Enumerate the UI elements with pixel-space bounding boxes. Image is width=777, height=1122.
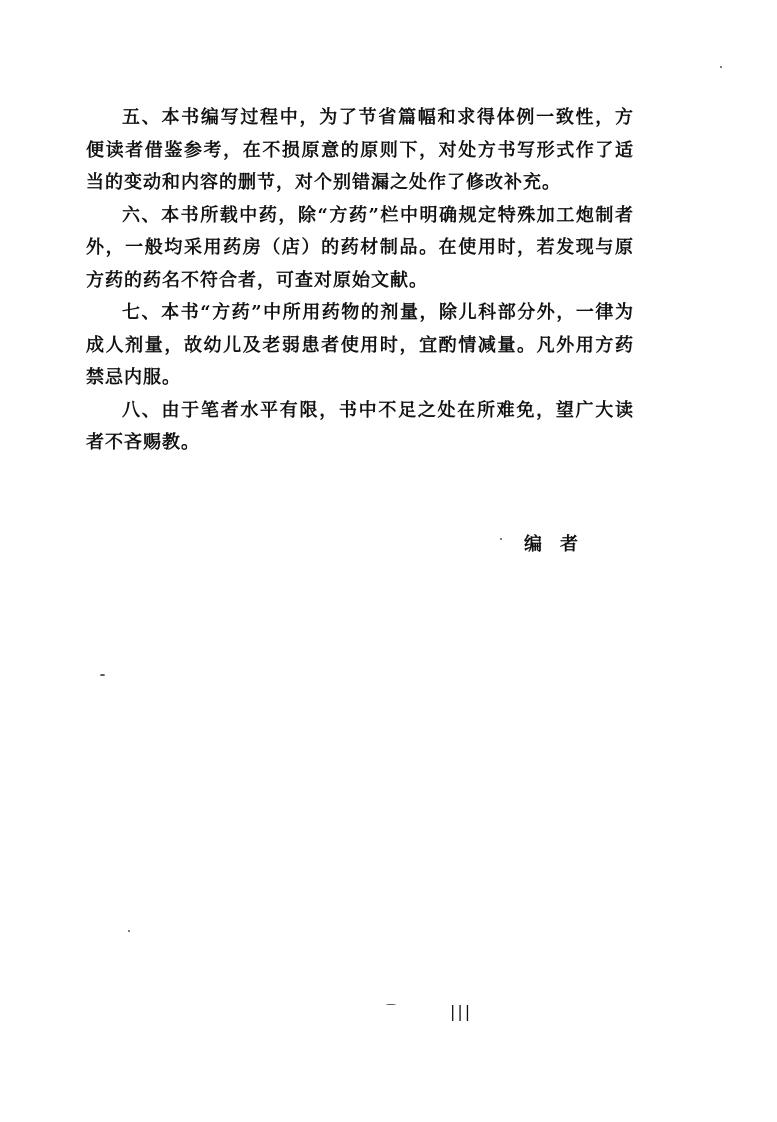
scan-speck: [100, 674, 105, 676]
preface-text: [86, 102, 634, 460]
paragraph-6: 六、本书所载中药，除“方药”栏中明确规定特殊加工炮制者外，一般均采用药房（店）的药材制品。在使用时，若发现与原方药的药名不符合者，可查对原始文献。: [86, 204, 634, 291]
paragraph-8: 八、由于笔者水平有限，书中不足之处在所难免，望广大读者不吝赐教。: [86, 399, 634, 453]
paragraph-5: 五、本书编写过程中，为了节省篇幅和求得体例一致性，方便读者借鉴参考，在不损原意的原则下，对处方书写形式作了适当的变动和内容的删节，对个别错漏之处作了修改补充。: [86, 107, 634, 193]
author-signature: 编者: [524, 534, 596, 555]
page-number: |||: [450, 1002, 473, 1021]
scan-speck: [386, 1004, 396, 1005]
paragraph-7: 七、本书“方药”中所用药物的剂量，除儿科部分外，一律为成人剂量，故幼儿及老弱患者使用时，宜酌情减量。凡外用方药禁忌内服。: [86, 302, 634, 388]
scan-speck: [128, 930, 130, 932]
scan-speck: [720, 66, 722, 68]
scan-speck: [500, 538, 502, 540]
